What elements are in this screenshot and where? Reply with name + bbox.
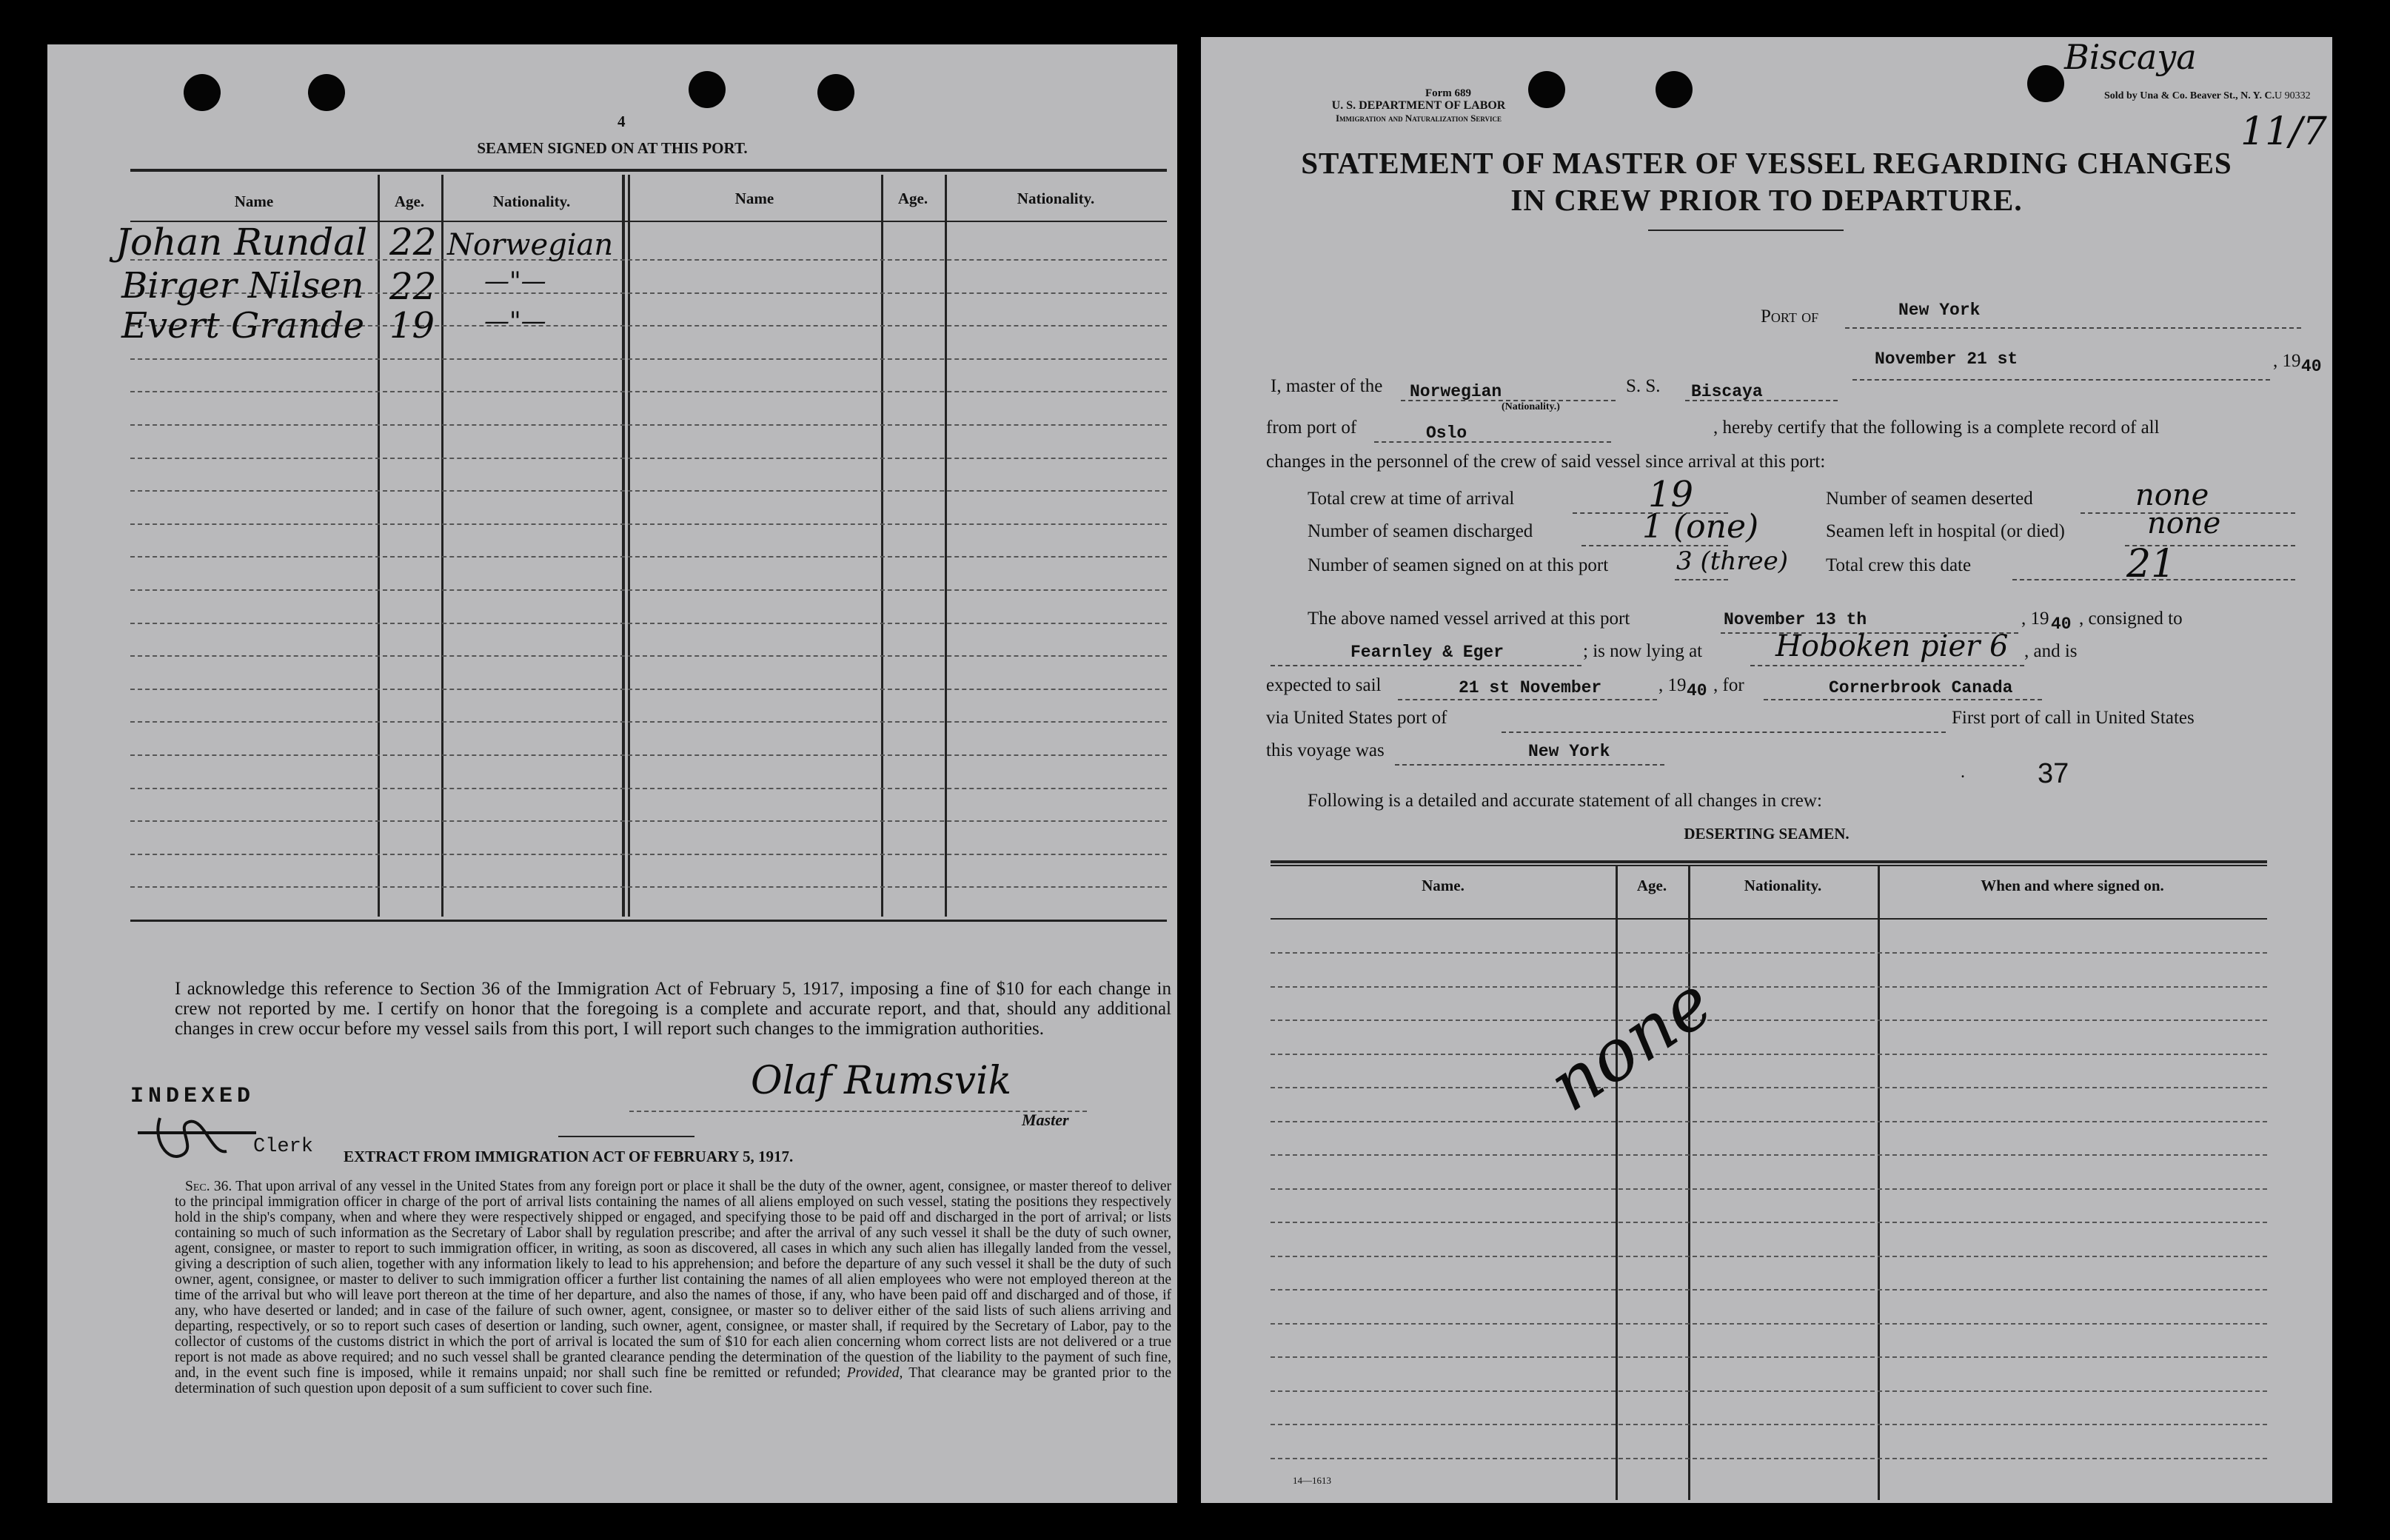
column-header-nationality: Nationality.	[1744, 877, 1822, 894]
crew-nationality: Norwegian	[447, 228, 614, 262]
column-header-signed-on: When and where signed on.	[1981, 877, 2164, 894]
total-crew-date-value: 21	[2126, 542, 2176, 586]
divider	[558, 1136, 694, 1137]
table-row-rule	[130, 523, 1167, 525]
table-divider	[881, 175, 883, 917]
column-header-name: Name	[734, 190, 774, 207]
table-row-rule	[1271, 1020, 2267, 1021]
indexed-stamp: INDEXED	[130, 1084, 255, 1109]
extract-text	[175, 1179, 1171, 1396]
deserting-entry: none	[1534, 960, 1727, 1128]
master-signature: Olaf Rumsvik	[751, 1059, 1012, 1103]
extract-section: Sec. 36.	[185, 1179, 232, 1194]
signature-line	[629, 1111, 1087, 1112]
ship-name: Biscaya	[1691, 382, 1763, 401]
form-number: Form 689	[1425, 87, 1472, 99]
column-header-nationality: Nationality.	[492, 192, 571, 210]
hospital-value: none	[2147, 506, 2221, 540]
table-row-rule	[130, 556, 1167, 558]
table-row-rule	[1271, 1054, 2267, 1055]
from-port-field	[1374, 426, 1611, 443]
sail-year: 40	[1687, 681, 1707, 700]
table-row-rule	[130, 623, 1167, 624]
department: U. S. DEPARTMENT OF LABOR	[1331, 99, 1506, 112]
certify-text: , hereby certify that the following is a complete record of all	[1713, 418, 2160, 438]
and-is-label: , and is	[2024, 641, 2078, 661]
page-number: 4	[617, 113, 626, 130]
deserting-title: DESERTING SEAMEN.	[1684, 825, 1850, 843]
crew-name: Birger Nilsen	[121, 265, 364, 307]
nationality-value: Norwegian	[1410, 382, 1502, 401]
table-row-rule	[1271, 1390, 2267, 1392]
table-row-rule	[130, 721, 1167, 723]
table-row-rule	[1271, 1222, 2267, 1223]
nationality-caption: (Nationality.)	[1502, 401, 1560, 412]
first-port-label: First port of call in United States	[1952, 708, 2195, 728]
table-divider	[945, 175, 947, 917]
arrived-year-prefix: , 19	[2021, 609, 2049, 629]
via-field	[1502, 718, 1946, 733]
sail-year-prefix: , 19	[1658, 675, 1687, 695]
table-row-rule	[1271, 1323, 2267, 1325]
table-divider	[628, 175, 630, 917]
table-row-rule	[130, 655, 1167, 657]
form-code: U 90332	[2274, 90, 2311, 101]
table-row-rule	[130, 854, 1167, 855]
table-row-rule	[130, 358, 1167, 360]
form-title-line1: STATEMENT OF MASTER OF VESSEL REGARDING CHANGES	[1301, 146, 2232, 180]
master-label: Master	[1022, 1111, 1069, 1129]
arrived-label: The above named vessel arrived at this port	[1308, 609, 1630, 629]
total-crew-arrival-label: Total crew at time of arrival	[1308, 489, 1515, 509]
sail-value: 21 st November	[1459, 678, 1602, 697]
table-divider	[1688, 865, 1690, 1500]
form-title-line2: IN CREW PRIOR TO DEPARTURE.	[1510, 183, 2023, 217]
acknowledgement-text: I acknowledge this reference to Section 36 of the Immigration Act of February 5, 1917, imposing a fine of $10 for each change in crew not reported by me. I certify on honor that the foregoing is a complete and accurate report, and that, should any additional changes in crew occur before my vessel sails from this port, I will report such changes to the immigration authorities.	[175, 979, 1171, 1039]
sail-label: expected to sail	[1266, 675, 1382, 695]
corner-note: Biscaya	[2064, 37, 2197, 77]
table-row-rule	[130, 886, 1167, 888]
table-divider	[441, 175, 443, 917]
extract-body: That upon arrival of any vessel in the United States from any foreign port or place it shall be the duty of the owner, agent, consignee, or master thereof to deliver to the principal immigration officer in charge of the port of arrival lists containing the names of all aliens employed on such vessel, stating the positions they respectively hold in the ship's company, when and where they were respectively shipped or engaged, and specifying those to be paid off and discharged in the port of arrival; or lists containing so much of such information as the Secretary of Labor shall by regulation prescribe; and after the arrival of any such vessel it shall be the duty of such owner, agent, consignee, or master to report to such immigration officer, in writing, as soon as discovered, all cases in which any such alien has illegally landed from the vessel, giving a description of such alien, together with any information likely to lead to his apprehension; and before the departure of any such vessel it shall be the duty of such owner, agent, consignee, or master to deliver to such immigration officer a further list containing the names of all alien employees who were not employed thereon at the time of the arrival but who will leave port thereon at the time of her departure, and also the names of those, if any, who have been paid off and discharged and of those, if any, who have deserted or landed; and in case of the failure of such owner, agent, consignee, or master so to deliver either of the said lists of such aliens arriving and departing, respectively, or so to report such cases of desertion or landing, such owner, agent, consignee, or master shall, if required by the Secretary of Labor, pay to the collector of customs of the customs district in which the port of arrival is located the sum of $10 for each alien concerning whom correct lists are not delivered or a true report is not made as above required; and no such vessel shall be granted clearance pending the determination of the question of the liability to the payment of such fine, and, in the event such fine is imposed, while it remains unpaid; nor shall such fine be remitted or refunded;	[175, 1179, 1171, 1381]
dot-mark: .	[1961, 763, 1965, 782]
table-row-rule	[130, 820, 1167, 822]
extract-proviso-word: Provided,	[846, 1365, 903, 1381]
punch-hole	[308, 74, 345, 111]
crew-nationality: —"—	[484, 267, 546, 296]
deserted-label: Number of seamen deserted	[1826, 489, 2033, 509]
table-bottom-rule	[130, 920, 1167, 922]
crew-nationality: —"—	[484, 307, 546, 336]
lying-value: Hoboken pier 6	[1775, 629, 2009, 663]
column-header-age: Age.	[394, 192, 425, 210]
discharged-label: Number of seamen discharged	[1308, 521, 1533, 541]
table-row-rule	[1271, 952, 2267, 954]
signed-on-value: 3 (three)	[1676, 546, 1789, 576]
table-row-rule	[130, 424, 1167, 426]
table-row-rule	[1271, 1154, 2267, 1156]
table-row-rule	[130, 490, 1167, 492]
master-of-label: I, master of the	[1271, 376, 1383, 396]
changes-text: changes in the personnel of the crew of said vessel since arrival at this port:	[1266, 452, 1826, 472]
right-page	[1201, 37, 2332, 1503]
table-row-rule	[130, 689, 1167, 690]
corner-number: 11/7	[2240, 110, 2327, 154]
seller-imprint: Sold by Una & Co. Beaver St., N. Y. C.	[2104, 90, 2275, 101]
table-top-rule	[1271, 860, 2267, 863]
column-header-name: Name.	[1422, 877, 1465, 894]
column-header-nationality: Nationality.	[1017, 190, 1095, 207]
from-port-label: from port of	[1266, 418, 1357, 438]
table-row-rule	[1271, 1121, 2267, 1122]
table-top-rule	[1271, 865, 2267, 866]
lying-label: ; is now lying at	[1583, 641, 1703, 661]
signed-on-label: Number of seamen signed on at this port	[1308, 555, 1609, 575]
ss-label: S. S.	[1626, 376, 1661, 396]
crew-name: Evert Grande	[121, 305, 365, 346]
crew-age: 22	[389, 221, 437, 264]
table-row-rule	[1271, 1256, 2267, 1257]
year-prefix: , 19	[2273, 351, 2301, 371]
column-header-age: Age.	[897, 190, 928, 207]
clerk-initials	[130, 1111, 264, 1170]
consigned-label: , consigned to	[2079, 609, 2183, 629]
table-row-rule	[130, 458, 1167, 459]
extract-title: EXTRACT FROM IMMIGRATION ACT OF FEBRUARY 5, 1917.	[344, 1148, 794, 1165]
consignee-value: Fearnley & Eger	[1350, 643, 1504, 662]
port-value: New York	[1898, 301, 1981, 320]
deserted-value: none	[2135, 478, 2209, 512]
destination-value: Cornerbrook Canada	[1829, 678, 2013, 697]
arrived-year: 40	[2051, 615, 2072, 634]
port-label: Port of	[1761, 307, 1819, 327]
table-row-rule	[1271, 1356, 2267, 1358]
table-row-rule	[1271, 986, 2267, 988]
table-row-rule	[130, 391, 1167, 392]
total-crew-arrival-value: 19	[1648, 474, 1694, 515]
table-divider	[1878, 865, 1880, 1500]
table-divider	[1616, 865, 1618, 1500]
section-title: SEAMEN SIGNED ON AT THIS PORT.	[477, 139, 748, 157]
table-header-rule	[1271, 918, 2267, 920]
for-label: , for	[1713, 675, 1744, 695]
stamp-number: 37	[2038, 758, 2069, 789]
table-row-rule	[1271, 1289, 2267, 1290]
clerk-label: Clerk	[253, 1136, 314, 1158]
punch-hole	[1656, 71, 1693, 108]
table-row-rule	[130, 589, 1167, 591]
punch-hole	[2027, 65, 2064, 102]
voyage-label: this voyage was	[1266, 740, 1385, 760]
year-value: 40	[2301, 357, 2322, 376]
discharged-value: 1 (one)	[1642, 508, 1759, 546]
crew-age: 22	[389, 265, 437, 308]
table-row-rule	[1271, 1424, 2267, 1425]
following-text: Following is a detailed and accurate statement of all changes in crew:	[1308, 791, 1822, 811]
voyage-value: New York	[1528, 742, 1610, 761]
from-port-value: Oslo	[1426, 424, 1467, 443]
arrived-value: November 13 th	[1724, 610, 1867, 629]
total-crew-date-label: Total crew this date	[1826, 555, 1972, 575]
punch-hole	[689, 71, 726, 108]
crew-name: Johan Rundal	[116, 221, 368, 264]
table-top-rule	[130, 169, 1167, 172]
punch-hole	[817, 74, 854, 111]
divider	[1648, 230, 1844, 231]
column-header-age: Age.	[1636, 877, 1667, 894]
table-row-rule	[1271, 1458, 2267, 1459]
footer-code: 14—1613	[1293, 1475, 1331, 1486]
table-divider	[622, 175, 625, 917]
extract-proviso: That clearance may be granted prior to the determination of such question upon deposit of a sum sufficient to cover such fine.	[175, 1365, 1172, 1396]
service: Immigration and Naturalization Service	[1335, 113, 1502, 124]
crew-age: 19	[389, 305, 435, 346]
date-value: November 21 st	[1875, 349, 2018, 369]
table-row-rule	[130, 788, 1167, 789]
hospital-label: Seamen left in hospital (or died)	[1826, 521, 2065, 541]
column-header-name: Name	[234, 192, 274, 210]
table-row-rule	[1271, 1188, 2267, 1190]
left-page	[47, 44, 1177, 1503]
table-row-rule	[130, 754, 1167, 756]
punch-hole	[184, 74, 221, 111]
table-row-rule	[1271, 1087, 2267, 1088]
table-divider	[378, 175, 380, 917]
via-label: via United States port of	[1266, 708, 1447, 728]
